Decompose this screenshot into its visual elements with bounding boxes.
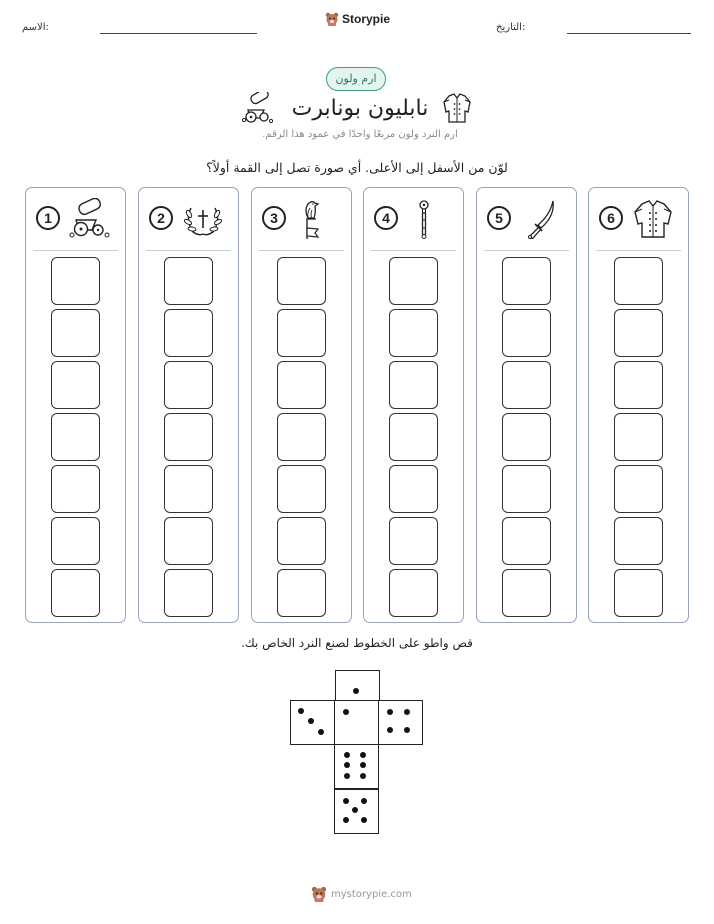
color-cell[interactable]	[277, 413, 326, 461]
footer	[311, 886, 412, 902]
bear-logo-icon	[311, 886, 327, 902]
dice-pip	[387, 709, 393, 715]
color-cell[interactable]	[389, 361, 438, 409]
dice-pip	[352, 807, 358, 813]
column-divider	[484, 250, 569, 251]
column-divider	[33, 250, 118, 251]
column-number: 1	[36, 206, 60, 230]
color-cell[interactable]	[502, 413, 551, 461]
color-cell[interactable]	[389, 257, 438, 305]
dice-pip	[360, 762, 366, 768]
column-2	[138, 187, 239, 623]
color-cell[interactable]	[51, 465, 100, 513]
column-6	[588, 187, 689, 623]
dice-pip	[298, 708, 304, 714]
dice-pip	[344, 773, 350, 779]
column-3	[251, 187, 352, 623]
color-cell[interactable]	[614, 361, 663, 409]
color-cell[interactable]	[614, 257, 663, 305]
coloring-instruction: لوّن من الأسفل إلى الأعلى. أي صورة تصل إلى القمة أولاً؟	[206, 160, 508, 175]
sword-icon	[519, 198, 563, 240]
color-cell[interactable]	[164, 517, 213, 565]
dice-pip	[353, 688, 359, 694]
color-cell[interactable]	[277, 517, 326, 565]
activity-badge: ارم ولون	[326, 67, 386, 91]
column-5	[476, 187, 577, 623]
scepter-icon	[406, 198, 450, 240]
color-cell[interactable]	[51, 257, 100, 305]
color-cell[interactable]	[51, 361, 100, 409]
dice-pip	[404, 727, 410, 733]
column-number: 2	[149, 206, 173, 230]
name-label: الاسم:	[22, 22, 49, 33]
column-number: 6	[599, 206, 623, 230]
dice-pip	[361, 817, 367, 823]
color-cell[interactable]	[389, 517, 438, 565]
color-cell[interactable]	[502, 569, 551, 617]
date-line	[567, 33, 691, 34]
dice-pip	[404, 709, 410, 715]
color-cell[interactable]	[51, 413, 100, 461]
color-cell[interactable]	[389, 465, 438, 513]
dice-pip	[387, 727, 393, 733]
eagle-flag-icon	[294, 198, 338, 240]
color-cell[interactable]	[277, 309, 326, 357]
dice-net	[290, 670, 426, 836]
color-cell[interactable]	[614, 517, 663, 565]
color-cell[interactable]	[277, 569, 326, 617]
dice-pip	[343, 798, 349, 804]
dice-face	[378, 700, 423, 745]
dice-pip	[343, 709, 349, 715]
color-cell[interactable]	[164, 465, 213, 513]
color-cell[interactable]	[277, 257, 326, 305]
brand-logo	[325, 12, 390, 26]
dice-pip	[344, 752, 350, 758]
color-cell[interactable]	[502, 257, 551, 305]
color-cell[interactable]	[614, 569, 663, 617]
column-number: 5	[487, 206, 511, 230]
cut-instruction: قص واطو على الخطوط لصنع النرد الخاص بك.	[241, 636, 473, 650]
color-cell[interactable]	[164, 569, 213, 617]
laurel-wreath-cross-icon	[181, 198, 225, 240]
column-4	[363, 187, 464, 623]
dice-pip	[360, 773, 366, 779]
color-cell[interactable]	[614, 465, 663, 513]
column-number: 4	[374, 206, 398, 230]
color-cell[interactable]	[502, 309, 551, 357]
color-cell[interactable]	[389, 413, 438, 461]
brand-name: Storypie	[342, 12, 391, 26]
dice-pip	[344, 762, 350, 768]
color-cell[interactable]	[164, 309, 213, 357]
page-title: نابليون بونابرت	[291, 96, 429, 121]
dice-pip	[360, 752, 366, 758]
color-cell[interactable]	[51, 569, 100, 617]
dice-pip	[361, 798, 367, 804]
color-cell[interactable]	[502, 361, 551, 409]
column-number: 3	[262, 206, 286, 230]
dice-face	[334, 700, 379, 745]
bear-logo-icon	[325, 12, 339, 26]
color-cell[interactable]	[164, 413, 213, 461]
column-divider	[596, 250, 681, 251]
date-label: التاريخ:	[496, 22, 526, 33]
color-cell[interactable]	[51, 517, 100, 565]
footer-url[interactable]: mystorypie.com	[331, 888, 412, 900]
color-cell[interactable]	[51, 309, 100, 357]
page-subtitle: ارم النرد ولون مربعًا واحدًا في عمود هذا الرقم.	[262, 129, 458, 140]
dice-pip	[318, 729, 324, 735]
color-cell[interactable]	[614, 413, 663, 461]
color-cell[interactable]	[502, 517, 551, 565]
color-cell[interactable]	[389, 309, 438, 357]
color-cell[interactable]	[614, 309, 663, 357]
color-cell[interactable]	[277, 465, 326, 513]
color-cell[interactable]	[389, 569, 438, 617]
dice-face	[290, 700, 335, 745]
uniform-jacket-icon	[631, 198, 675, 240]
dice-pip	[308, 718, 314, 724]
color-cell[interactable]	[502, 465, 551, 513]
uniform-jacket-icon	[440, 92, 474, 124]
column-1	[25, 187, 126, 623]
color-cell[interactable]	[277, 361, 326, 409]
dice-face	[334, 789, 379, 834]
dice-face	[334, 744, 379, 789]
name-line	[100, 33, 257, 34]
cannon-icon	[68, 198, 112, 240]
color-cell[interactable]	[164, 361, 213, 409]
column-divider	[371, 250, 456, 251]
color-cell[interactable]	[164, 257, 213, 305]
dice-pip	[343, 817, 349, 823]
column-divider	[259, 250, 344, 251]
column-divider	[146, 250, 231, 251]
